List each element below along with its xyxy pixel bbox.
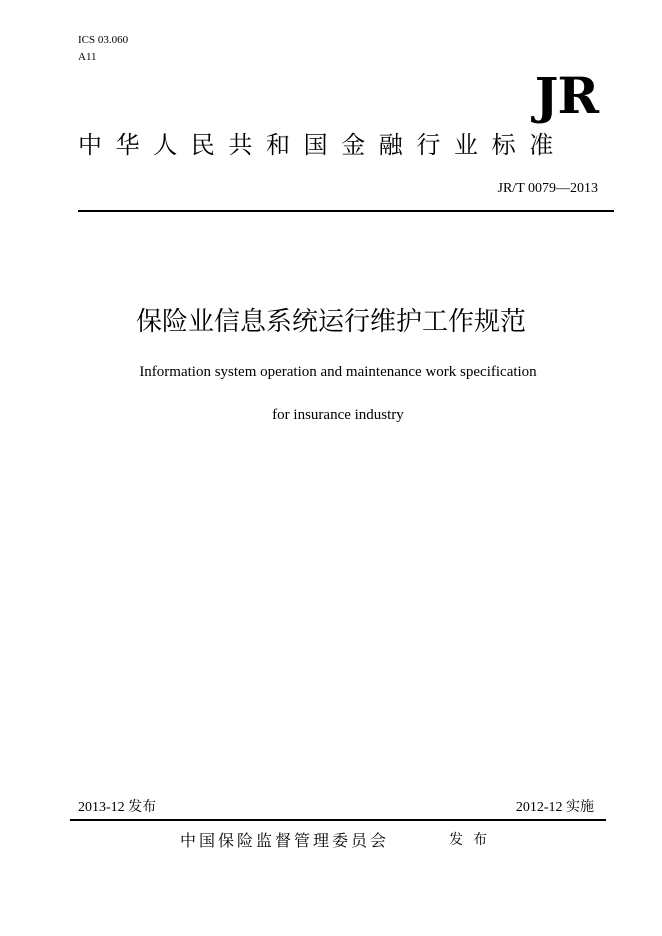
jr-logo: JR <box>534 66 598 125</box>
publish-label: 发布 <box>449 832 497 848</box>
issue-date: 2013-12 发布 <box>78 800 157 815</box>
implementation-date: 2012-12 实施 <box>515 800 594 815</box>
publisher-name: 中国保险监督管理委员会 <box>180 831 390 850</box>
top-divider <box>78 210 614 212</box>
standard-title: 中华人民共和国金融行业标准 <box>78 131 567 159</box>
ics-code: ICS 03.060 <box>78 34 129 46</box>
bottom-divider <box>70 819 606 821</box>
classification-code: A11 <box>78 51 97 63</box>
document-title-english-line2: for insurance industry <box>272 407 404 423</box>
document-title-chinese: 保险业信息系统运行维护工作规范 <box>135 307 526 337</box>
document-title-english-line1: Information system operation and maintenance work specification <box>139 364 537 380</box>
standard-number: JR/T 0079—2013 <box>497 181 598 196</box>
